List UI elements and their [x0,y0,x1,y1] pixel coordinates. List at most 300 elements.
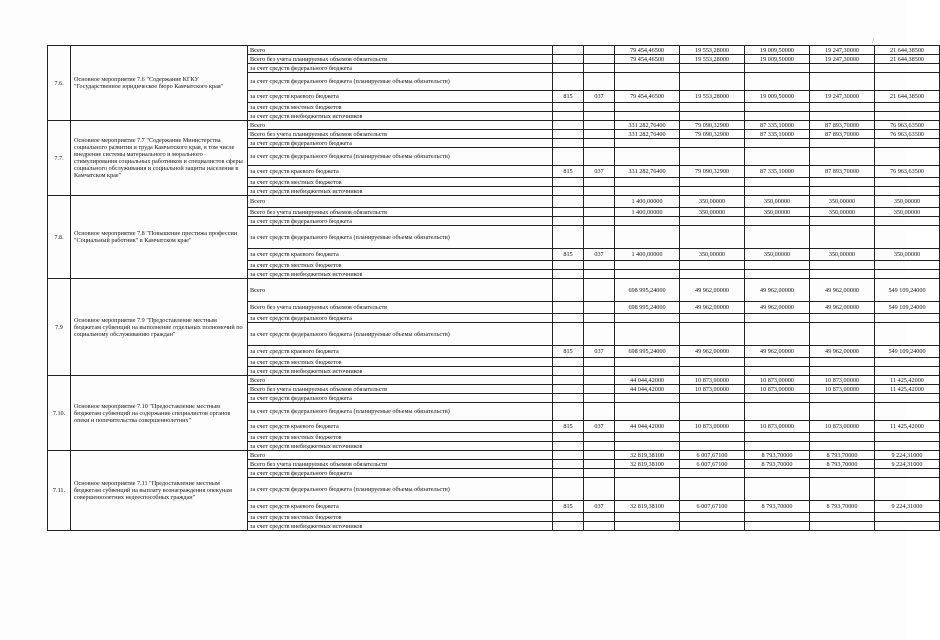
funding-source-cell: Всего [248,376,553,385]
amount-cell [615,261,680,270]
section-number: 7.10. [48,376,71,451]
funding-source-cell: за счет средств местных бюджетов [248,433,553,442]
amount-cell [875,103,940,112]
amount-cell: 32 819,38100 [615,501,680,513]
program-code-cell [584,460,615,469]
funding-source-cell: за счет средств федерального бюджета [248,469,553,478]
funding-source-cell: Всего без учета планируемых объемов обязательств [248,55,553,64]
amount-cell [680,103,745,112]
amount-cell [680,187,745,196]
amount-cell: 350,00000 [810,249,875,261]
ministry-code-cell [553,478,584,501]
amount-cell: 21 644,38500 [875,91,940,103]
funding-source-cell: Всего [248,279,553,302]
amount-cell: 32 819,38100 [615,451,680,460]
amount-cell: 44 044,42000 [615,385,680,394]
amount-cell [745,323,810,346]
table-row [48,376,940,385]
amount-cell [680,148,745,166]
ministry-code-cell [553,196,584,208]
amount-cell [810,270,875,279]
amount-cell: 44 044,42000 [615,376,680,385]
amount-cell: 350,00000 [680,249,745,261]
budget-table-body [48,46,940,531]
amount-cell [680,433,745,442]
amount-cell [875,148,940,166]
amount-cell [680,403,745,421]
amount-cell [745,139,810,148]
amount-cell: 49 962,00000 [810,346,875,358]
amount-cell: 11 425,42000 [875,376,940,385]
amount-cell [615,64,680,73]
amount-cell: 87 893,70000 [810,121,875,130]
amount-cell: 1 400,00000 [615,249,680,261]
amount-cell: 350,00000 [680,196,745,208]
amount-cell [810,403,875,421]
amount-cell: 698 995,24000 [615,279,680,302]
funding-source-cell: Всего без учета планируемых объемов обязательств [248,208,553,217]
amount-cell [745,442,810,451]
amount-cell [745,469,810,478]
program-code-cell [584,394,615,403]
amount-cell [745,394,810,403]
section-number: 7.9 [48,279,71,376]
ministry-code-cell [553,394,584,403]
ministry-code-cell [553,522,584,531]
amount-cell: 698 995,24000 [615,302,680,314]
program-code-cell [584,139,615,148]
amount-cell [680,73,745,91]
amount-cell: 44 044,42000 [615,421,680,433]
ministry-code-cell: 815 [553,501,584,513]
amount-cell: 549 109,24000 [875,279,940,302]
amount-cell: 350,00000 [875,208,940,217]
amount-cell [615,394,680,403]
amount-cell [810,148,875,166]
amount-cell [680,323,745,346]
ministry-code-cell [553,433,584,442]
amount-cell: 10 873,00000 [680,421,745,433]
amount-cell [810,64,875,73]
program-code-cell [584,478,615,501]
amount-cell [745,314,810,323]
amount-cell [615,323,680,346]
amount-cell: 21 644,38500 [875,55,940,64]
amount-cell: 10 873,00000 [810,421,875,433]
ministry-code-cell: 815 [553,346,584,358]
funding-source-cell: за счет средств внебюджетных источников [248,270,553,279]
amount-cell: 49 962,00000 [680,302,745,314]
amount-cell [745,403,810,421]
amount-cell [875,270,940,279]
amount-cell: 49 962,00000 [745,279,810,302]
ministry-code-cell [553,121,584,130]
amount-cell: 8 793,70000 [810,501,875,513]
section-title: Основное мероприятие 7.11 "Предоставление местным бюджетам субвенций на выплату вознаграждения опекунам совершеннолетних недееспособных граждан" [71,451,248,531]
amount-cell [810,358,875,367]
amount-cell [875,367,940,376]
amount-cell [615,73,680,91]
amount-cell [745,261,810,270]
amount-cell [615,433,680,442]
amount-cell: 79 454,46500 [615,46,680,55]
amount-cell: 19 553,28000 [680,46,745,55]
funding-source-cell: Всего без учета планируемых объемов обязательств [248,130,553,139]
program-code-cell [584,403,615,421]
amount-cell [745,270,810,279]
ministry-code-cell [553,178,584,187]
funding-source-cell: за счет средств местных бюджетов [248,103,553,112]
amount-cell [680,469,745,478]
amount-cell [615,469,680,478]
amount-cell [810,226,875,249]
ministry-code-cell [553,279,584,302]
ministry-code-cell [553,261,584,270]
amount-cell: 8 793,70000 [745,501,810,513]
amount-cell [680,226,745,249]
amount-cell: 6 007,67100 [680,451,745,460]
ministry-code-cell [553,302,584,314]
ministry-code-cell [553,469,584,478]
amount-cell [615,270,680,279]
ministry-code-cell [553,208,584,217]
amount-cell: 10 873,00000 [745,376,810,385]
amount-cell [875,73,940,91]
funding-source-cell: за счет средств федерального бюджета [248,64,553,73]
amount-cell [745,178,810,187]
amount-cell: 79 454,46500 [615,55,680,64]
program-code-cell [584,270,615,279]
ministry-code-cell [553,460,584,469]
amount-cell [615,403,680,421]
amount-cell [615,314,680,323]
program-code-cell [584,376,615,385]
amount-cell: 87 335,10000 [745,121,810,130]
amount-cell: 49 962,00000 [680,279,745,302]
program-code-cell: 037 [584,91,615,103]
amount-cell [680,217,745,226]
amount-cell: 19 009,50000 [745,55,810,64]
funding-source-cell: за счет средств местных бюджетов [248,178,553,187]
amount-cell [615,139,680,148]
amount-cell: 87 893,70000 [810,166,875,178]
amount-cell [745,433,810,442]
table-row [48,451,940,460]
funding-source-cell: Всего [248,46,553,55]
funding-source-cell: за счет средств внебюджетных источников [248,367,553,376]
amount-cell: 10 873,00000 [810,376,875,385]
amount-cell [615,522,680,531]
amount-cell [810,187,875,196]
ministry-code-cell [553,358,584,367]
amount-cell [875,394,940,403]
program-code-cell [584,55,615,64]
program-code-cell [584,323,615,346]
program-code-cell [584,385,615,394]
amount-cell [745,73,810,91]
amount-cell [810,112,875,121]
amount-cell: 19 247,30000 [810,46,875,55]
amount-cell: 79 454,46500 [615,91,680,103]
funding-source-cell: за счет средств краевого бюджета [248,501,553,513]
amount-cell [875,513,940,522]
amount-cell [745,112,810,121]
program-code-cell [584,279,615,302]
program-code-cell: 037 [584,421,615,433]
amount-cell: 76 963,63500 [875,130,940,139]
budget-table [47,45,940,531]
amount-cell: 79 090,32900 [680,121,745,130]
amount-cell [875,314,940,323]
ministry-code-cell [553,103,584,112]
amount-cell: 87 335,10000 [745,166,810,178]
program-code-cell [584,130,615,139]
amount-cell [810,217,875,226]
amount-cell [745,103,810,112]
funding-source-cell: за счет средств федерального бюджета [248,139,553,148]
section-number: 7.8. [48,196,71,279]
amount-cell [745,358,810,367]
amount-cell [745,513,810,522]
amount-cell: 10 873,00000 [745,421,810,433]
amount-cell: 6 007,67100 [680,501,745,513]
amount-cell [615,442,680,451]
amount-cell: 76 963,63500 [875,121,940,130]
amount-cell [810,522,875,531]
amount-cell [875,226,940,249]
amount-cell [875,139,940,148]
ministry-code-cell [553,385,584,394]
amount-cell [615,367,680,376]
program-code-cell [584,217,615,226]
amount-cell [810,469,875,478]
amount-cell [810,442,875,451]
program-code-cell [584,261,615,270]
amount-cell: 350,00000 [745,249,810,261]
funding-source-cell: за счет средств краевого бюджета [248,91,553,103]
amount-cell [680,478,745,501]
amount-cell: 1 400,00000 [615,196,680,208]
funding-source-cell: за счет средств федерального бюджета (планируемые объемы обязательств) [248,323,553,346]
section-title: Основное мероприятие 7.6 "Содержание КГКУ "Государственное юридическое бюро Камчатского края" [71,46,248,121]
amount-cell [745,64,810,73]
funding-source-cell: за счет средств местных бюджетов [248,513,553,522]
funding-source-cell: Всего без учета планируемых объемов обязательств [248,385,553,394]
funding-source-cell: Всего без учета планируемых объемов обязательств [248,460,553,469]
amount-cell [810,178,875,187]
ministry-code-cell: 815 [553,166,584,178]
funding-source-cell: Всего [248,196,553,208]
amount-cell [680,270,745,279]
ministry-code-cell [553,112,584,121]
ministry-code-cell [553,148,584,166]
ministry-code-cell: 815 [553,249,584,261]
amount-cell: 79 090,32900 [680,130,745,139]
funding-source-cell: за счет средств местных бюджетов [248,261,553,270]
amount-cell [875,112,940,121]
amount-cell [680,261,745,270]
amount-cell: 32 819,38100 [615,460,680,469]
funding-source-cell: за счет средств федерального бюджета [248,217,553,226]
amount-cell: 21 644,38500 [875,46,940,55]
funding-source-cell: за счет средств краевого бюджета [248,346,553,358]
amount-cell: 698 995,24000 [615,346,680,358]
program-code-cell [584,513,615,522]
funding-source-cell: за счет средств местных бюджетов [248,358,553,367]
program-code-cell [584,469,615,478]
amount-cell: 10 873,00000 [745,385,810,394]
program-code-cell [584,226,615,249]
amount-cell [615,187,680,196]
amount-cell: 350,00000 [810,196,875,208]
ministry-code-cell [553,451,584,460]
amount-cell: 10 873,00000 [810,385,875,394]
funding-source-cell: за счет средств федерального бюджета (планируемые объемы обязательств) [248,148,553,166]
program-code-cell: 037 [584,166,615,178]
amount-cell [680,367,745,376]
ministry-code-cell [553,367,584,376]
amount-cell: 19 553,28000 [680,91,745,103]
ministry-code-cell [553,139,584,148]
program-code-cell [584,178,615,187]
table-row [48,121,940,130]
amount-cell [810,139,875,148]
amount-cell [615,226,680,249]
amount-cell: 19 009,50000 [745,91,810,103]
section-number: 7.11. [48,451,71,531]
amount-cell: 9 224,31000 [875,501,940,513]
amount-cell [810,73,875,91]
amount-cell: 9 224,31000 [875,460,940,469]
ministry-code-cell [553,270,584,279]
section-number: 7.6. [48,46,71,121]
funding-source-cell: за счет средств внебюджетных источников [248,112,553,121]
amount-cell [615,148,680,166]
ministry-code-cell [553,130,584,139]
amount-cell [680,358,745,367]
amount-cell: 49 962,00000 [745,346,810,358]
funding-source-cell: за счет средств федерального бюджета [248,394,553,403]
program-code-cell [584,103,615,112]
amount-cell [680,442,745,451]
amount-cell [875,187,940,196]
program-code-cell [584,121,615,130]
amount-cell [810,433,875,442]
amount-cell [615,358,680,367]
amount-cell [810,323,875,346]
program-code-cell [584,314,615,323]
amount-cell: 1 400,00000 [615,208,680,217]
amount-cell [875,358,940,367]
program-code-cell [584,73,615,91]
amount-cell: 87 335,10000 [745,130,810,139]
ministry-code-cell [553,55,584,64]
amount-cell [875,64,940,73]
amount-cell [680,178,745,187]
ministry-code-cell [553,73,584,91]
amount-cell: 11 425,42000 [875,385,940,394]
program-code-cell [584,148,615,166]
amount-cell: 49 962,00000 [810,279,875,302]
amount-cell [680,64,745,73]
amount-cell [810,478,875,501]
funding-source-cell: за счет средств краевого бюджета [248,249,553,261]
funding-source-cell: за счет средств федерального бюджета [248,314,553,323]
ministry-code-cell [553,46,584,55]
amount-cell: 8 793,70000 [745,460,810,469]
amount-cell [680,112,745,121]
program-code-cell: 037 [584,346,615,358]
amount-cell: 8 793,70000 [745,451,810,460]
amount-cell [810,314,875,323]
program-code-cell [584,208,615,217]
amount-cell: 49 962,00000 [745,302,810,314]
amount-cell: 49 962,00000 [680,346,745,358]
amount-cell [615,103,680,112]
amount-cell [615,112,680,121]
program-code-cell [584,358,615,367]
amount-cell [680,513,745,522]
program-code-cell: 037 [584,249,615,261]
ministry-code-cell [553,403,584,421]
amount-cell: 331 282,76400 [615,166,680,178]
amount-cell [875,442,940,451]
amount-cell [810,394,875,403]
amount-cell [875,323,940,346]
table-row [48,196,940,208]
ministry-code-cell [553,323,584,346]
funding-source-cell: за счет средств краевого бюджета [248,421,553,433]
amount-cell: 350,00000 [810,208,875,217]
amount-cell [810,103,875,112]
amount-cell [680,522,745,531]
amount-cell: 11 425,42000 [875,421,940,433]
amount-cell: 549 109,24000 [875,302,940,314]
ministry-code-cell [553,217,584,226]
amount-cell: 331 282,76400 [615,130,680,139]
amount-cell: 9 224,31000 [875,451,940,460]
amount-cell [810,513,875,522]
amount-cell: 350,00000 [680,208,745,217]
ministry-code-cell [553,442,584,451]
amount-cell: 8 793,70000 [810,451,875,460]
funding-source-cell: за счет средств внебюджетных источников [248,522,553,531]
program-code-cell [584,46,615,55]
amount-cell [875,433,940,442]
amount-cell [680,314,745,323]
program-code-cell [584,196,615,208]
funding-source-cell: за счет средств федерального бюджета (планируемые объемы обязательств) [248,73,553,91]
funding-source-cell: за счет средств федерального бюджета (планируемые объемы обязательств) [248,403,553,421]
section-title: Основное мероприятие 7.9 "Предоставление местным бюджетам субвенций на выполнение отдельных полномочий по социальному обслуживанию граждан" [71,279,248,376]
funding-source-cell: Всего без учета планируемых объемов обязательств [248,302,553,314]
amount-cell: 19 247,30000 [810,55,875,64]
funding-source-cell: Всего [248,451,553,460]
funding-source-cell: за счет средств федерального бюджета (планируемые объемы обязательств) [248,478,553,501]
funding-source-cell: Всего [248,121,553,130]
amount-cell [875,403,940,421]
section-title: Основное мероприятие 7.10 "Предоставление местным бюджетам субвенций на содержание специалистов органов опеки и попечительства совершеннолетних" [71,376,248,451]
program-code-cell [584,302,615,314]
amount-cell: 350,00000 [745,196,810,208]
amount-cell: 6 007,67100 [680,460,745,469]
amount-cell: 8 793,70000 [810,460,875,469]
amount-cell [615,217,680,226]
amount-cell: 10 873,00000 [680,385,745,394]
program-code-cell [584,187,615,196]
section-number: 7.7. [48,121,71,196]
amount-cell [875,478,940,501]
